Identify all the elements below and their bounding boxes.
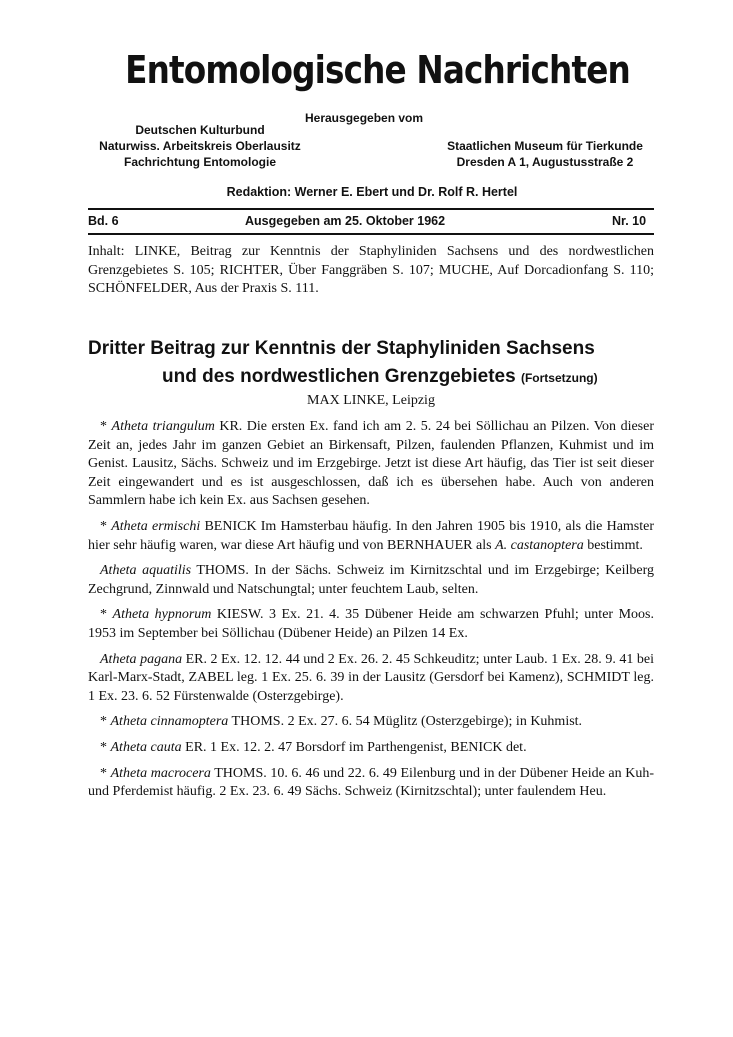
article-author: MAX LINKE, Leipzig <box>307 393 435 408</box>
issue-date: Ausgegeben am 25. Oktober 1962 <box>245 214 446 228</box>
publisher-right <box>425 138 665 170</box>
article-title-suffix: (Fortsetzung) <box>520 371 598 385</box>
species-name: A. castanoptera <box>495 537 584 553</box>
publisher-left-line: Deutschen Kulturbund <box>135 123 265 137</box>
paragraph-text: THOMS. 2 Ex. 27. 6. 54 Müglitz (Osterzgebirge); in Kuhmist. <box>228 714 583 730</box>
paragraph-text: ER. 2 Ex. 12. 12. 44 und 2 Ex. 26. 2. 45 Schkeuditz; unter Laub. 1 Ex. 28. 9. 41 bei Karl-Marx-Stadt, ZABEL leg. 1 Ex. 25. 6. 39 in der Lausitz (Gersdorf bei Kamenz), SCHMIDT leg. 1 Ex. 23. 6. 52 Fürstenwalde (Osterzgebirge). <box>88 651 654 704</box>
species-paragraph <box>88 713 654 732</box>
bottom-rule <box>88 233 654 235</box>
paragraph-text: BENICK Im Hamsterbau häufig. In den Jahren 1905 bis 1910, als die Hamster hier sehr häufig waren, war diese Art häufig und von BERNHAUER als <box>88 518 655 553</box>
publisher-right-line: Dresden A 1, Augustusstraße 2 <box>456 155 634 169</box>
paragraph-text: THOMS. In der Sächs. Schweiz im Kirnitzschtal und im Erzgebirge; Keilberg Zechgrund, Zinnwald und Natschungtal; unter feuchtem Laub, selten. <box>88 563 654 597</box>
publisher-left-line: Naturwiss. Arbeitskreis Oberlausitz <box>99 139 301 153</box>
publisher-note: Herausgegeben vom <box>305 111 424 125</box>
publisher-left-line: Fachrichtung Entomologie <box>124 155 276 169</box>
species-paragraph <box>88 765 654 802</box>
volume-label: Bd. 6 <box>88 214 119 228</box>
paragraph-marker: * <box>100 518 112 534</box>
paragraph-marker: * <box>100 607 113 623</box>
table-of-contents: Inhalt: LINKE, Beitrag zur Kenntnis der Staphyliniden Sachsens und des nordwestlichen Grenzgebietes S. 105; RICHTER, Über Fanggräben S. 107; MUCHE, Auf Dorcadionfang S. 110; SCHÖNFELDER, Aus der Praxis S. 111. <box>88 244 654 296</box>
paragraph-marker: * <box>100 765 111 781</box>
species-name: Atheta cauta <box>110 739 182 755</box>
species-paragraph <box>88 606 654 643</box>
species-name: Atheta aquatilis <box>100 563 192 579</box>
issue-number: Nr. 10 <box>612 214 647 228</box>
species-paragraph <box>88 418 654 511</box>
article-title-line1: Dritter Beitrag zur Kenntnis der Staphyliniden Sachsens <box>88 338 595 359</box>
species-name: Atheta triangulum <box>111 419 215 434</box>
publisher-right-line: Staatlichen Museum für Tierkunde <box>447 139 643 153</box>
species-paragraph <box>88 562 654 599</box>
paragraph-text: ER. 1 Ex. 12. 2. 47 Borsdorf im Parthengenist, BENICK det. <box>181 739 527 755</box>
article-title-line2-text: und des nordwestlichen Grenzgebietes <box>162 366 516 387</box>
species-paragraph <box>88 739 654 758</box>
paragraph-marker: * <box>100 419 112 434</box>
journal-title: Entomologische Nachrichten <box>125 48 630 92</box>
species-name: Atheta pagana <box>100 651 183 667</box>
article-title-line2 <box>162 366 662 388</box>
species-paragraph <box>88 651 654 707</box>
species-name: Atheta macrocera <box>110 765 211 781</box>
paragraph-text: THOMS. 10. 6. 46 und 22. 6. 49 Eilenburg und in der Dübener Heide an Kuh- und Pferdemist häufig. 2 Ex. 23. 6. 49 Sächs. Schweiz (Kirnitzschtal); unter faulendem Heu. <box>88 765 655 800</box>
editors-line: Redaktion: Werner E. Ebert und Dr. Rolf R. Hertel <box>226 185 518 199</box>
top-rule <box>88 208 654 210</box>
paragraph-text: KR. Die ersten Ex. fand ich am 2. 5. 24 bei Söllichau an Pilzen. Von dieser Zeit an, jedes Jahr im ganzen Gebiet an Birkensaft, Pilzen, faulenden Pflanzen, Kuhmist und im Genist. Lausitz, Sächs. Schweiz und im Erzgebirge. Jetzt ist diese Art häufig, das Tier ist seit dieser Zeit eingewandert und es ist ausgeschlossen, daß ich es übersehen habe. Auch von anderen Sammlern habe ich kein Ex. aus Sachsen gesehen. <box>88 419 655 509</box>
species-name: Atheta hypnorum <box>112 607 212 623</box>
species-name: Atheta cinnamoptera <box>110 714 229 730</box>
paragraph-marker: * <box>100 714 111 730</box>
publisher-left <box>90 122 310 170</box>
paragraph-text: KIESW. 3 Ex. 21. 4. 35 Dübener Heide am schwarzen Pfuhl; unter Moos. 1953 im September bei Söllichau (Dübener Heide) an Pilzen 14 Ex. <box>88 607 654 641</box>
species-paragraph <box>88 518 654 555</box>
paragraph-text: bestimmt. <box>583 537 643 553</box>
species-name: Atheta ermischi <box>111 518 201 534</box>
article-body <box>88 418 654 809</box>
paragraph-marker: * <box>100 739 111 755</box>
